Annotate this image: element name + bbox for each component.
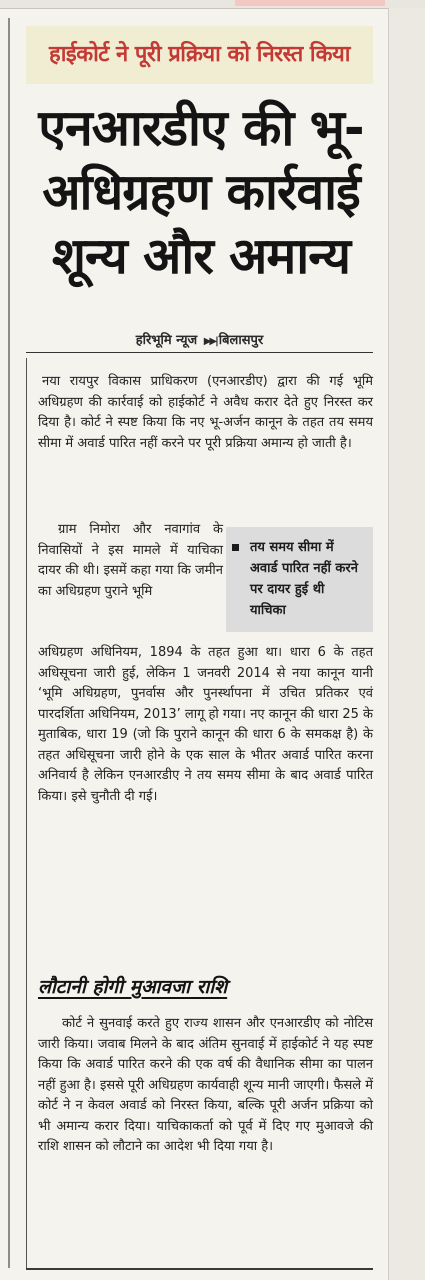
subheading-text: लौटानी होगी मुआवजा राशि: [38, 976, 228, 998]
pull-quote-box: [226, 527, 373, 632]
subheading: [38, 973, 373, 999]
headline: एनआरडीए की भू-अधिग्रहण कार्रवाई शून्य और अमान्य: [38, 99, 364, 285]
byline-arrow-icon: ▶▶|: [203, 336, 217, 347]
byline-place: बिलासपुर: [218, 333, 264, 348]
article-paragraph-1: नया रायपुर विकास प्राधिकरण (एनआरडीए) द्वारा की गई भूमि अधिग्रहण की कार्रवाई को हाईकोर्ट ने अवैध करार देते हुए निरस्त कर दिया है। कोर्ट ने स्पष्ट किया कि नए भू-अर्जन कानून के तहत तय समय सीमा में अवार्ड पारित नहीं करने पर पूरी प्रक्रिया अमान्य हो जाती है।: [38, 374, 373, 451]
byline-rule: [26, 352, 373, 353]
bottom-rule: [26, 1268, 373, 1270]
kicker-strap: हाईकोर्ट ने पूरी प्रक्रिया को निरस्त किया: [26, 26, 373, 84]
left-column-rule: [8, 18, 10, 1268]
column-rule: [26, 358, 27, 1270]
page-edge: [388, 8, 425, 1280]
byline: [26, 330, 373, 348]
article-paragraph-4: कोर्ट ने सुनवाई करते हुए राज्य शासन और एनआरडीए को नोटिस जारी किया। जवाब मिलने के बाद अंतिम सुनवाई में हाईकोर्ट ने यह स्पष्ट किया कि अवार्ड पारित करने की एक वर्ष की वैधानिक सीमा का पालन नहीं हुआ है। इससे पूरी अधिग्रहण कार्यवाही शून्य मानी जाएगी। फैसले में कोर्ट ने न केवल अवार्ड को निरस्त किया, बल्कि पूरी अर्जन प्रक्रिया को भी अमान्य करार दिया। याचिकाकर्ता को पूर्व में दिए गए मुआवजे की राशि शासन को लौटाने का आदेश भी दिया गया है।: [38, 1016, 373, 1154]
byline-source: हरिभूमि न्यूज: [135, 333, 198, 348]
adjacent-highlight: [235, 0, 385, 6]
adjacent-page-strip: [0, 0, 425, 9]
pull-quote-text: तय समय सीमा में अवार्ड पारित नहीं करने पर दायर हुई थी याचिका: [250, 540, 358, 618]
bullet-square-icon: [232, 544, 239, 551]
article-paragraph-3: अधिग्रहण अधिनियम, 1894 के तहत हुआ था। धारा 6 के तहत अधिसूचना जारी हुई, लेकिन 1 जनवरी 2014 से नया कानून यानी ‘भूमि अधिग्रहण, पुनर्वास और पुनर्स्थापना में उचित प्रतिकर एवं पारदर्शिता अधिनियम, 2013’ लागू हो गया। नए कानून की धारा 25 के मुताबिक, धारा 19 (जो कि पुराने कानून की धारा 6 के समकक्ष है) के तहत अधिसूचना जारी होने के एक साल के भीतर अवार्ड पारित करना अनिवार्य है लेकिन एनआरडीए ने तय समय सीमा के बाद अवार्ड पारित किया। इसे चुनौती दी गई।: [38, 645, 373, 804]
article-paragraph-2: ग्राम निमोरा और नवागांव के निवासियों ने इस मामले में याचिका दायर की थी। इसमें कहा गया कि जमीन का अधिग्रहण पुराने भूमि: [38, 522, 223, 599]
